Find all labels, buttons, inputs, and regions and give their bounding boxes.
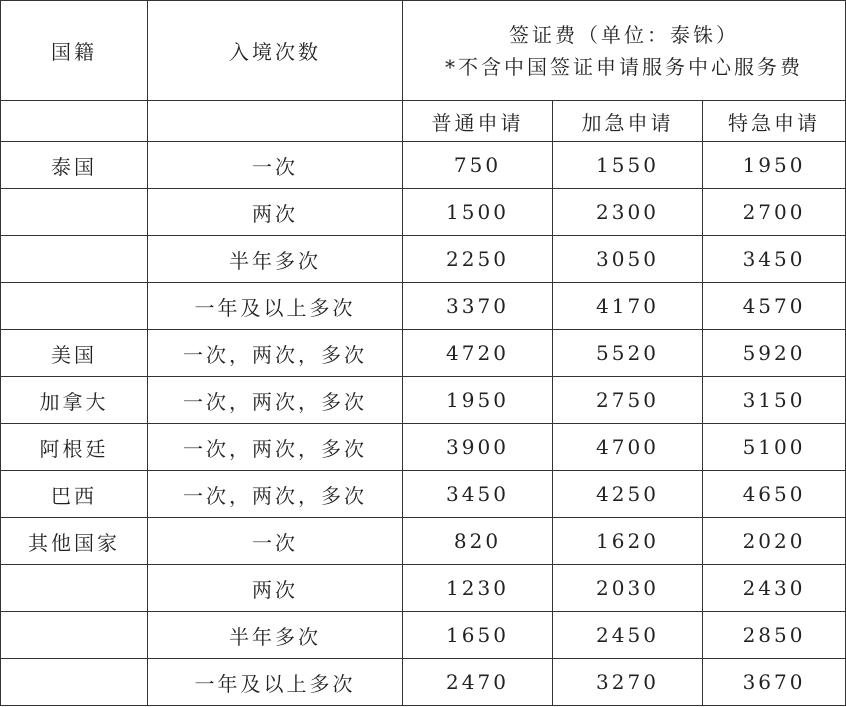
table-row: [1, 283, 846, 330]
country-cell: 巴西: [1, 471, 148, 518]
urgent-fee-cell: 5100: [703, 424, 846, 471]
header-fee: [403, 1, 846, 101]
urgent-fee-cell: 4570: [703, 283, 846, 330]
entries-cell: 一年及以上多次: [148, 659, 403, 706]
urgent-fee-cell: 4650: [703, 471, 846, 518]
table-row: [1, 565, 846, 612]
express-fee-cell: 3270: [553, 659, 703, 706]
normal-fee-cell: 820: [403, 518, 553, 565]
express-fee-cell: 2300: [553, 189, 703, 236]
express-fee-cell: 5520: [553, 330, 703, 377]
table-row: [1, 612, 846, 659]
normal-fee-cell: 750: [403, 142, 553, 189]
country-cell: [1, 565, 148, 612]
entries-cell: 一次，两次，多次: [148, 424, 403, 471]
express-fee-cell: 2450: [553, 612, 703, 659]
entries-cell: 半年多次: [148, 236, 403, 283]
express-fee-cell: 4700: [553, 424, 703, 471]
normal-fee-cell: 1500: [403, 189, 553, 236]
entries-cell: 两次: [148, 189, 403, 236]
country-cell: [1, 283, 148, 330]
country-cell: 美国: [1, 330, 148, 377]
country-cell: [1, 659, 148, 706]
header-nationality: 国籍: [1, 1, 148, 101]
subheader-empty-entries: [148, 101, 403, 142]
urgent-fee-cell: 2430: [703, 565, 846, 612]
normal-fee-cell: 2250: [403, 236, 553, 283]
urgent-fee-cell: 3670: [703, 659, 846, 706]
entries-cell: 半年多次: [148, 612, 403, 659]
express-fee-cell: 2030: [553, 565, 703, 612]
country-cell: [1, 189, 148, 236]
express-fee-cell: 2750: [553, 377, 703, 424]
subheader-row: [1, 101, 846, 142]
express-fee-cell: 3050: [553, 236, 703, 283]
table-row: [1, 659, 846, 706]
urgent-fee-cell: 2850: [703, 612, 846, 659]
country-cell: 阿根廷: [1, 424, 148, 471]
normal-fee-cell: 1650: [403, 612, 553, 659]
subheader-express: 加急申请: [553, 101, 703, 142]
header-fee-title: 签证费（单位：泰铢）: [509, 22, 740, 47]
table-row: [1, 377, 846, 424]
normal-fee-cell: 3450: [403, 471, 553, 518]
entries-cell: 一次，两次，多次: [148, 471, 403, 518]
urgent-fee-cell: 3150: [703, 377, 846, 424]
entries-cell: 两次: [148, 565, 403, 612]
express-fee-cell: 4250: [553, 471, 703, 518]
normal-fee-cell: 2470: [403, 659, 553, 706]
entries-cell: 一年及以上多次: [148, 283, 403, 330]
header-entries: 入境次数: [148, 1, 403, 101]
country-cell: [1, 236, 148, 283]
urgent-fee-cell: 5920: [703, 330, 846, 377]
table-row: [1, 518, 846, 565]
normal-fee-cell: 3370: [403, 283, 553, 330]
express-fee-cell: 1550: [553, 142, 703, 189]
table-row: [1, 471, 846, 518]
entries-cell: 一次，两次，多次: [148, 330, 403, 377]
country-cell: 加拿大: [1, 377, 148, 424]
table-row: [1, 236, 846, 283]
urgent-fee-cell: 2020: [703, 518, 846, 565]
normal-fee-cell: 1950: [403, 377, 553, 424]
header-fee-note: *不含中国签证申请服务中心服务费: [445, 54, 804, 79]
table-row: [1, 189, 846, 236]
table-row: [1, 330, 846, 377]
header-row: [1, 1, 846, 101]
express-fee-cell: 1620: [553, 518, 703, 565]
normal-fee-cell: 1230: [403, 565, 553, 612]
urgent-fee-cell: 2700: [703, 189, 846, 236]
country-cell: [1, 612, 148, 659]
express-fee-cell: 4170: [553, 283, 703, 330]
urgent-fee-cell: 1950: [703, 142, 846, 189]
table-row: [1, 142, 846, 189]
normal-fee-cell: 3900: [403, 424, 553, 471]
entries-cell: 一次: [148, 142, 403, 189]
country-cell: 泰国: [1, 142, 148, 189]
subheader-normal: 普通申请: [403, 101, 553, 142]
normal-fee-cell: 4720: [403, 330, 553, 377]
country-cell: 其他国家: [1, 518, 148, 565]
subheader-empty-nationality: [1, 101, 148, 142]
entries-cell: 一次: [148, 518, 403, 565]
urgent-fee-cell: 3450: [703, 236, 846, 283]
visa-fee-table-body: [1, 1, 846, 706]
subheader-urgent: 特急申请: [703, 101, 846, 142]
entries-cell: 一次，两次，多次: [148, 377, 403, 424]
table-row: [1, 424, 846, 471]
